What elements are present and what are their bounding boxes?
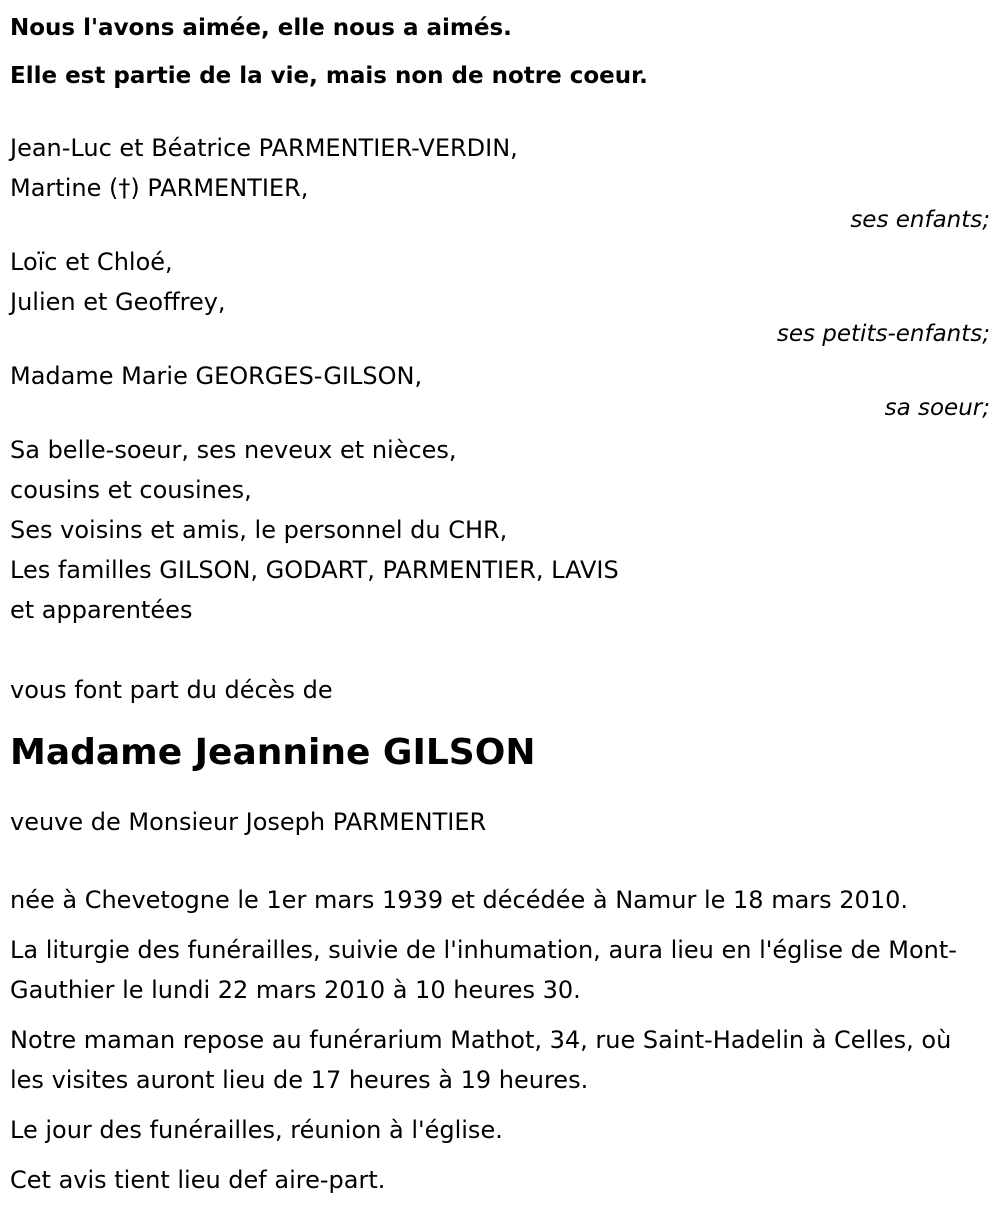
widow-of: veuve de Monsieur Joseph PARMENTIER: [10, 808, 487, 836]
others-line-1: Sa belle-soeur, ses neveux et nièces,: [10, 436, 457, 464]
notice-text: Cet avis tient lieu def aire-part.: [10, 1166, 386, 1194]
meeting-text: Le jour des funérailles, réunion à l'église.: [10, 1116, 503, 1144]
birth-death-text: née à Chevetogne le 1er mars 1939 et décédée à Namur le 18 mars 2010.: [10, 886, 908, 914]
sister-relation: sa soeur;: [884, 395, 990, 421]
others-line-4: Les familles GILSON, GODART, PARMENTIER, LAVIS: [10, 556, 619, 584]
children-relation: ses enfants;: [850, 207, 990, 233]
grandchildren-relation: ses petits-enfants;: [776, 321, 990, 347]
obituary-notice: [10, 4, 990, 1210]
sister-line-1: Madame Marie GEORGES-GILSON,: [10, 362, 423, 390]
grandchildren-line-2: Julien et Geoffrey,: [10, 288, 226, 316]
intro-line-2: Elle est partie de la vie, mais non de notre coeur.: [10, 63, 648, 89]
sister-block: [10, 356, 990, 420]
others-line-3: Ses voisins et amis, le personnel du CHR,: [10, 516, 508, 544]
intro-line-1: Nous l'avons aimée, elle nous a aimés.: [10, 15, 512, 41]
children-line-1: Jean-Luc et Béatrice PARMENTIER-VERDIN,: [10, 134, 518, 162]
others-block: [10, 430, 990, 630]
children-block: [10, 128, 990, 232]
funerarium-text: Notre maman repose au funérarium Mathot, 34, rue Saint-Hadelin à Celles, où les visites auront lieu de 17 heures à 19 heures.: [10, 1026, 952, 1094]
liturgy-text: La liturgie des funérailles, suivie de l'inhumation, aura lieu en l'église de Mont-Gauthier le lundi 22 mars 2010 à 10 heures 30.: [10, 936, 957, 1004]
grandchildren-line-1: Loïc et Chloé,: [10, 248, 173, 276]
grandchildren-block: [10, 242, 990, 346]
announcement: vous font part du décès de: [10, 676, 333, 704]
others-line-2: cousins et cousines,: [10, 476, 252, 504]
deceased-name: Madame Jeannine GILSON: [10, 732, 536, 773]
children-line-2: Martine (†) PARMENTIER,: [10, 174, 309, 202]
others-line-5: et apparentées: [10, 596, 193, 624]
